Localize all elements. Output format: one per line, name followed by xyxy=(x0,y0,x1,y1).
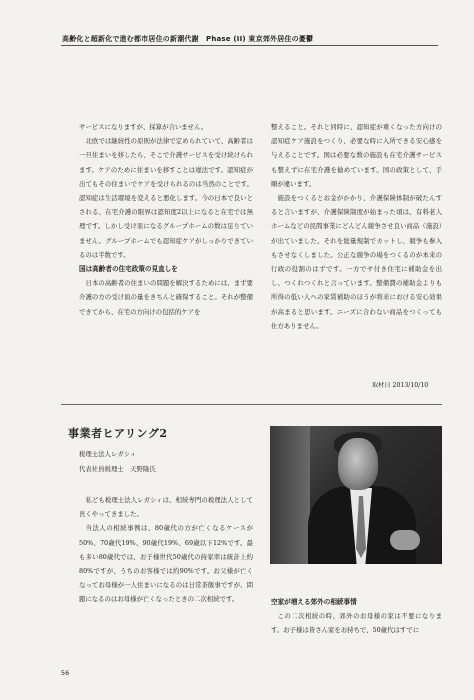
left-column-top xyxy=(79,120,253,319)
right-column-bottom xyxy=(271,595,442,638)
header-rule xyxy=(61,45,438,46)
section-title: 事業者ヒアリング2 xyxy=(68,427,168,440)
paragraph: 施設をつくるとお金がかかり、介護保険体制が破たんすると言いますが、介護保険制度が始まった頃は、有料老人ホームなどの民間事業にどんどん競争させ良い商品（施設）が出ていました。それを総量規制でカットし、競争も参入もさせなくしました。公正な競争の場をつくるのが本来の行政の役割のはずです。一方でサ付き住宅に補助金を出し、つくれつくれと言っています。整備費の補助金よりも所得の低い人への家賃補助のほうが将来における安心効果が高まると思います。ニーズに合わない商品をつくっても仕方ありません。 xyxy=(271,194,442,330)
paragraph: 日本の高齢者の住まいの問題を解決するためには、まず要介護の方の受け皿の量をきちんと確保すること。それが整備できてから、在宅の方向けの包括的ケアを xyxy=(79,279,253,316)
paragraph: 北欧では継続性の原則が法律で定められていて、高齢者は一旦住まいを移したら、そこで介護サービスを受け続けられます。ケアのために住まいを移すことは違法です。認知症が出てもその住まいでケアを受けられるのは当然のことです。認知症は生活環境を変えると悪化します。今の日本で良いとされる、在宅介護の限界は認知度2以上になると在宅では無理です。しかし受け皿になるグループホームの数は足りていません。グループホームでも認知症ケアがしっかりできているのは半数です。 xyxy=(79,137,253,259)
company-name: 税理士法人レガシィ xyxy=(79,450,137,458)
paragraph: この二次相続の時、郊外のお母様の家は不要になります。お子様は皆さん家をお持ちで、50歳代はすでに xyxy=(271,612,442,635)
right-column-top xyxy=(271,120,442,333)
subheading: 国は高齢者の住宅政策の見直しを xyxy=(79,265,178,274)
paragraph: サービスになりますが、採算が合いません。 xyxy=(79,123,208,131)
paragraph: 私ども税理士法人レガシィは、相続専門の税理法人として長くやってきました。 xyxy=(79,496,253,519)
representative-name: 代表社員税理士 天野隆氏 xyxy=(79,465,156,473)
running-header: 高齢化と超新化で進む都市居住の新潮代謝 Phase (II) 東京郊外居住の憂鬱 xyxy=(62,35,314,43)
subheading: 空家が増える郊外の相続事情 xyxy=(271,598,357,606)
paragraph: 整えること。それと同時に、認知症が重くなった方向けの認知症ケア施設をつくり、必要な時に入所できる安心感を与えることです。国は必要な数の施設も在宅介護サービスも整えずに在宅介護を勧めています。国の政策として、手順が違います。 xyxy=(271,123,442,188)
representative-photo xyxy=(270,426,442,564)
left-column-bottom xyxy=(79,493,253,607)
section-divider xyxy=(61,404,442,405)
interview-date: 取材日 2013/10/10 xyxy=(372,382,429,389)
paragraph: 当法人の相続事例は、80歳代の方が亡くなるケースが50%、70歳代19%、90歳代19%、69歳以下12%です。最も多い80歳代では、お子様世代50歳代の持家率は統計上約80%ですが、うちのお客様では約90%です。お父様が亡くなってお母様が一人住まいになるのは日常茶飯事ですが、問題になるのはお母様が亡くなったときの二次相続です。 xyxy=(79,524,253,604)
page-number: 56 xyxy=(61,669,70,677)
